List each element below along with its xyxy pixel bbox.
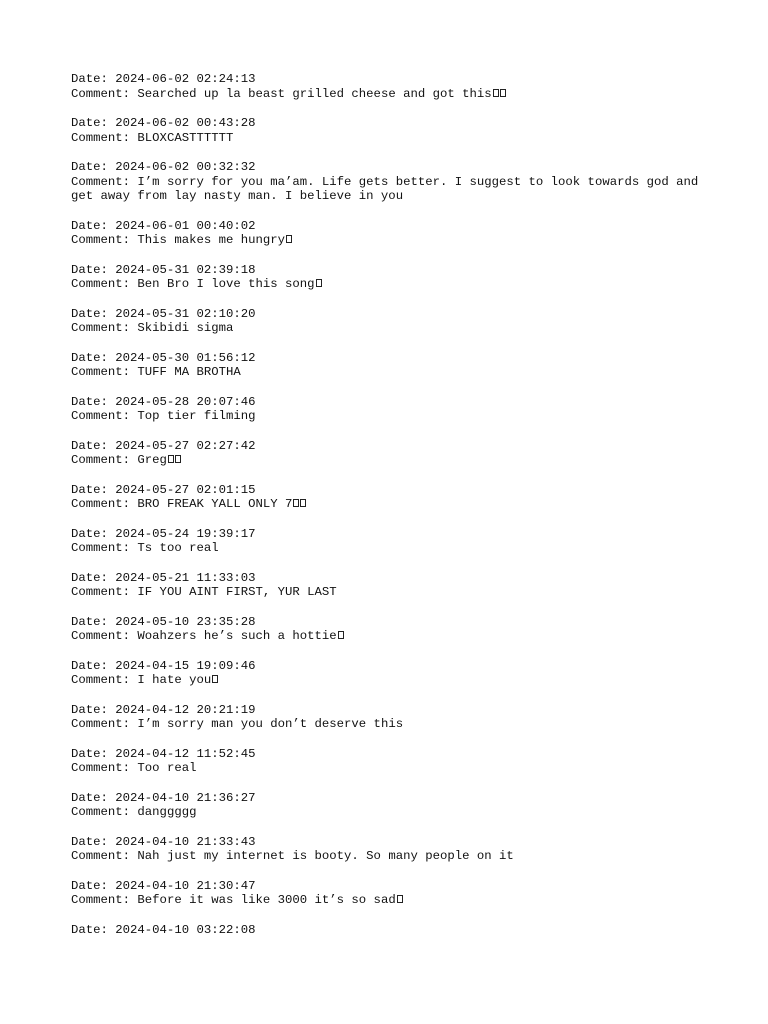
entry-comment: Before it was like 3000 it’s so sad bbox=[137, 893, 396, 908]
date-prefix: Date: bbox=[71, 614, 116, 629]
missing-glyph-icon bbox=[397, 895, 403, 903]
date-prefix: Date: bbox=[71, 218, 116, 233]
comment-entry bbox=[71, 923, 708, 938]
entry-comment-line bbox=[71, 849, 708, 864]
date-prefix: Date: bbox=[71, 72, 116, 86]
entry-comment-line bbox=[71, 365, 708, 380]
entry-date: 2024-04-10 21:33:43 bbox=[115, 834, 256, 849]
comment-entry bbox=[71, 351, 708, 380]
entry-comment: danggggg bbox=[137, 805, 197, 820]
entry-date-line bbox=[71, 615, 708, 630]
entry-comment-line bbox=[71, 717, 708, 732]
comment-prefix: Comment: bbox=[71, 541, 138, 556]
comment-prefix: Comment: bbox=[71, 233, 138, 248]
comment-entry bbox=[71, 439, 708, 468]
comment-prefix: Comment: bbox=[71, 174, 138, 189]
entry-date-line bbox=[71, 263, 708, 278]
entry-comment: This makes me hungry bbox=[137, 233, 286, 248]
entry-date-line bbox=[71, 703, 708, 718]
entry-comment-line bbox=[71, 805, 708, 820]
entry-date: 2024-05-24 19:39:17 bbox=[115, 526, 256, 541]
comment-entry bbox=[71, 263, 708, 292]
entry-date: 2024-04-10 21:30:47 bbox=[115, 878, 256, 893]
entry-comment: I hate you bbox=[137, 673, 212, 688]
comment-entry bbox=[71, 483, 708, 512]
date-prefix: Date: bbox=[71, 570, 116, 585]
entry-comment-line bbox=[71, 233, 708, 248]
entry-date: 2024-06-01 00:40:02 bbox=[115, 218, 256, 233]
comment-entry bbox=[71, 527, 708, 556]
comment-prefix: Comment: bbox=[71, 497, 138, 512]
entry-comment: Skibidi sigma bbox=[137, 321, 234, 336]
comment-entry bbox=[71, 116, 708, 145]
comment-prefix: Comment: bbox=[71, 130, 138, 145]
entry-comment-line bbox=[71, 277, 708, 292]
entry-date-line bbox=[71, 160, 708, 175]
entry-date-line bbox=[71, 219, 708, 234]
entry-comment: Ben Bro I love this song bbox=[137, 277, 315, 292]
entry-date-line bbox=[71, 483, 708, 498]
comment-entry bbox=[71, 879, 708, 908]
entry-comment-line bbox=[71, 497, 708, 512]
entry-date-line bbox=[71, 527, 708, 542]
comment-entry bbox=[71, 571, 708, 600]
missing-glyph-icon bbox=[168, 455, 174, 463]
missing-glyph-icon bbox=[175, 455, 181, 463]
entry-comment-line bbox=[71, 175, 708, 204]
comment-entry bbox=[71, 72, 708, 101]
entry-date-line bbox=[71, 879, 708, 894]
entry-date-line bbox=[71, 835, 708, 850]
entry-comment: TUFF MA BROTHA bbox=[137, 365, 241, 380]
missing-glyph-icon bbox=[212, 675, 218, 683]
entry-comment: Top tier filming bbox=[137, 409, 256, 424]
comment-prefix: Comment: bbox=[71, 673, 138, 688]
comment-prefix: Comment: bbox=[71, 453, 138, 468]
entry-date: 2024-04-15 19:09:46 bbox=[115, 658, 256, 673]
entry-date: 2024-06-02 00:32:32 bbox=[115, 160, 256, 174]
entry-comment-line bbox=[71, 453, 708, 468]
entry-comment-line bbox=[71, 893, 708, 908]
comment-entry bbox=[71, 219, 708, 248]
entry-date-line bbox=[71, 659, 708, 674]
date-prefix: Date: bbox=[71, 834, 116, 849]
comment-entry bbox=[71, 307, 708, 336]
comment-prefix: Comment: bbox=[71, 893, 138, 908]
comment-entry bbox=[71, 160, 708, 204]
entry-comment: I’m sorry man you don’t deserve this bbox=[137, 717, 404, 732]
entry-date: 2024-05-21 11:33:03 bbox=[115, 570, 256, 585]
date-prefix: Date: bbox=[71, 438, 116, 453]
entry-date: 2024-04-10 21:36:27 bbox=[115, 790, 256, 805]
date-prefix: Date: bbox=[71, 702, 116, 717]
comment-entry bbox=[71, 747, 708, 776]
comment-prefix: Comment: bbox=[71, 761, 138, 776]
entry-comment: Nah just my internet is booty. So many people on it bbox=[137, 849, 514, 864]
date-prefix: Date: bbox=[71, 116, 116, 130]
comment-entry bbox=[71, 395, 708, 424]
date-prefix: Date: bbox=[71, 262, 116, 277]
missing-glyph-icon bbox=[293, 499, 299, 507]
missing-glyph-icon bbox=[500, 89, 506, 97]
entry-comment: Too real bbox=[137, 761, 197, 776]
entry-date: 2024-05-10 23:35:28 bbox=[115, 614, 256, 629]
entry-date: 2024-06-02 02:24:13 bbox=[115, 72, 256, 86]
entry-comment-line bbox=[71, 131, 708, 146]
date-prefix: Date: bbox=[71, 350, 116, 365]
entry-date: 2024-05-27 02:01:15 bbox=[115, 482, 256, 497]
entry-date-line bbox=[71, 439, 708, 454]
comment-prefix: Comment: bbox=[71, 277, 138, 292]
entry-list bbox=[71, 72, 708, 937]
comment-prefix: Comment: bbox=[71, 717, 138, 732]
entry-comment: BLOXCASTTTTTT bbox=[137, 130, 234, 145]
date-prefix: Date: bbox=[71, 482, 116, 497]
missing-glyph-icon bbox=[493, 89, 499, 97]
comment-entry bbox=[71, 835, 708, 864]
missing-glyph-icon bbox=[286, 235, 292, 243]
comment-entry bbox=[71, 615, 708, 644]
entry-comment: Woahzers he’s such a hottie bbox=[137, 629, 337, 644]
date-prefix: Date: bbox=[71, 306, 116, 321]
entry-comment-line bbox=[71, 673, 708, 688]
date-prefix: Date: bbox=[71, 878, 116, 893]
date-prefix: Date: bbox=[71, 746, 116, 761]
entry-date: 2024-04-10 03:22:08 bbox=[115, 922, 256, 937]
entry-date-line bbox=[71, 307, 708, 322]
entry-date-line bbox=[71, 116, 708, 131]
entry-date-line bbox=[71, 351, 708, 366]
entry-date: 2024-04-12 20:21:19 bbox=[115, 702, 256, 717]
entry-comment-line bbox=[71, 585, 708, 600]
entry-date-line bbox=[71, 571, 708, 586]
entry-date: 2024-05-27 02:27:42 bbox=[115, 438, 256, 453]
entry-date: 2024-05-30 01:56:12 bbox=[115, 350, 256, 365]
comment-prefix: Comment: bbox=[71, 805, 138, 820]
entry-comment: Ts too real bbox=[137, 541, 219, 556]
comment-entry bbox=[71, 659, 708, 688]
missing-glyph-icon bbox=[300, 499, 306, 507]
date-prefix: Date: bbox=[71, 394, 116, 409]
comment-prefix: Comment: bbox=[71, 629, 138, 644]
date-prefix: Date: bbox=[71, 526, 116, 541]
missing-glyph-icon bbox=[316, 279, 322, 287]
entry-comment-line bbox=[71, 629, 708, 644]
comment-prefix: Comment: bbox=[71, 409, 138, 424]
entry-date-line bbox=[71, 747, 708, 762]
entry-date-line bbox=[71, 72, 708, 87]
date-prefix: Date: bbox=[71, 922, 116, 937]
date-prefix: Date: bbox=[71, 658, 116, 673]
entry-comment: I’m sorry for you ma’am. Life gets better. I suggest to look towards god and get away from lay nasty man. I believe in you bbox=[71, 174, 706, 204]
entry-date-line bbox=[71, 395, 708, 410]
entry-comment-line bbox=[71, 541, 708, 556]
comment-prefix: Comment: bbox=[71, 86, 138, 101]
entry-comment: Greg bbox=[137, 453, 167, 468]
comment-prefix: Comment: bbox=[71, 365, 138, 380]
date-prefix: Date: bbox=[71, 790, 116, 805]
comment-entry bbox=[71, 703, 708, 732]
entry-date: 2024-05-31 02:10:20 bbox=[115, 306, 256, 321]
entry-comment-line bbox=[71, 87, 708, 102]
entry-comment: IF YOU AINT FIRST, YUR LAST bbox=[137, 585, 337, 600]
comment-prefix: Comment: bbox=[71, 849, 138, 864]
entry-date-line bbox=[71, 791, 708, 806]
comment-prefix: Comment: bbox=[71, 321, 138, 336]
entry-date: 2024-06-02 00:43:28 bbox=[115, 116, 256, 130]
entry-comment-line bbox=[71, 321, 708, 336]
comment-prefix: Comment: bbox=[71, 585, 138, 600]
entry-comment-line bbox=[71, 761, 708, 776]
entry-comment: BRO FREAK YALL ONLY 7 bbox=[137, 497, 293, 512]
entry-date: 2024-04-12 11:52:45 bbox=[115, 746, 256, 761]
entry-comment-line bbox=[71, 409, 708, 424]
entry-date: 2024-05-31 02:39:18 bbox=[115, 262, 256, 277]
entry-date: 2024-05-28 20:07:46 bbox=[115, 394, 256, 409]
entry-date-line bbox=[71, 923, 708, 938]
entry-comment: Searched up la beast grilled cheese and got this bbox=[137, 86, 492, 101]
comment-entry bbox=[71, 791, 708, 820]
date-prefix: Date: bbox=[71, 160, 116, 174]
missing-glyph-icon bbox=[338, 631, 344, 639]
